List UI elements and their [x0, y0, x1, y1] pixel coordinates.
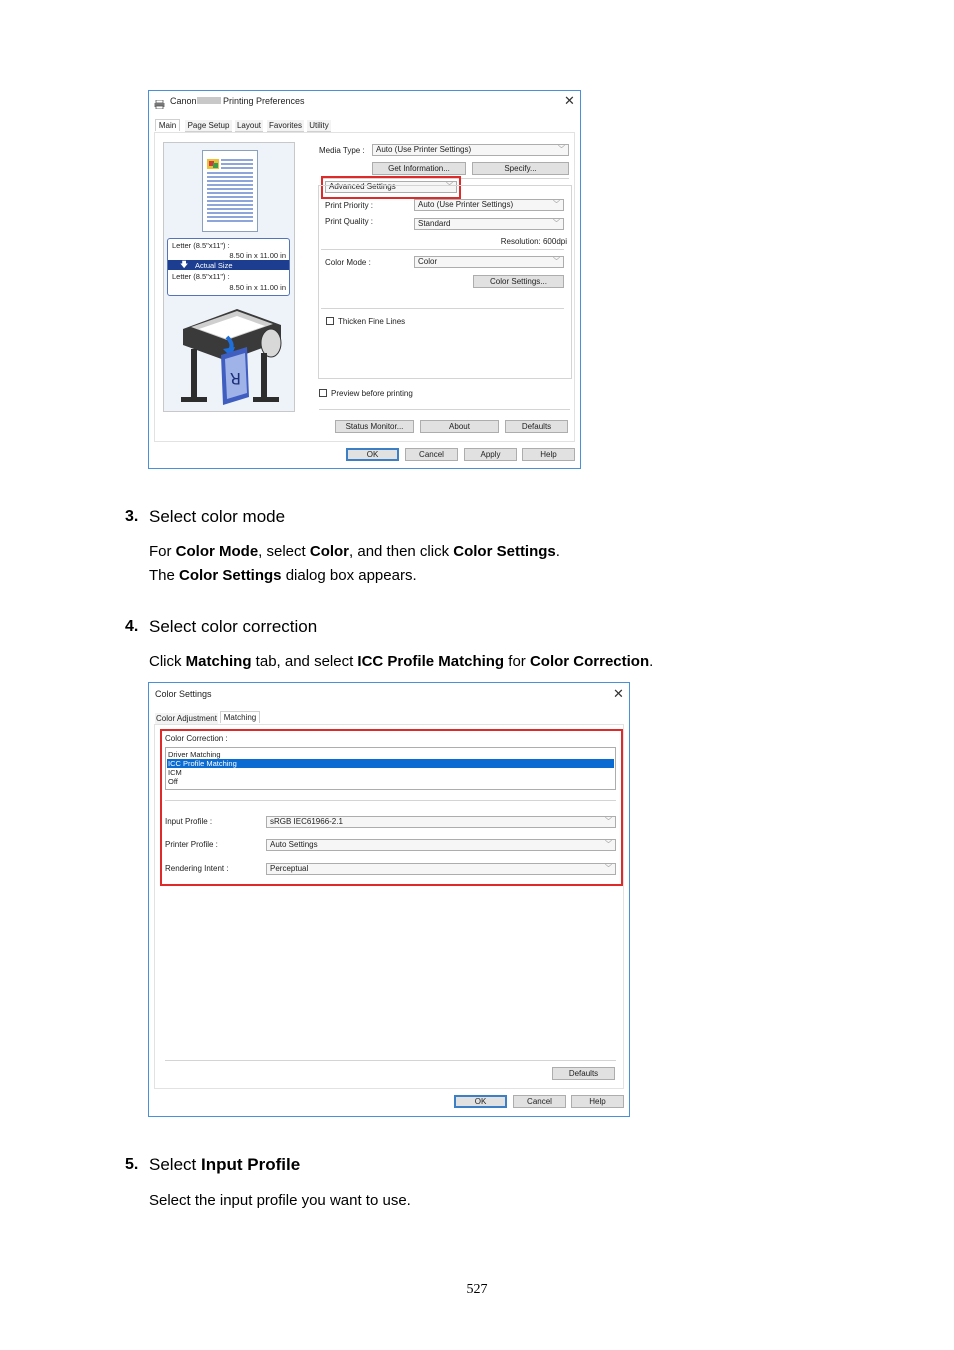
color-mode-select[interactable]: [414, 256, 564, 268]
divider: [319, 409, 570, 410]
color-settings-button[interactable]: Color Settings...: [473, 275, 564, 288]
text: for: [504, 653, 530, 670]
dialog-title-prefix: Canon: [170, 96, 197, 106]
input-profile-label: Input Profile :: [165, 817, 213, 826]
text: dialog box appears.: [281, 567, 417, 584]
list-item[interactable]: Off: [168, 777, 178, 786]
step-3-line-1: [149, 543, 560, 560]
text-bold: Color Settings: [179, 567, 282, 584]
rendering-intent-label: Rendering Intent :: [165, 864, 229, 873]
paper-size-info: [167, 238, 290, 296]
step-4-line-1: [149, 653, 653, 670]
tab-layout[interactable]: Layout: [236, 121, 262, 130]
text: .: [649, 653, 654, 670]
printer-icon: [154, 96, 165, 105]
matching-tab-panel: [154, 724, 624, 1089]
text-bold: ICC Profile Matching: [357, 653, 505, 670]
print-quality-select[interactable]: [414, 218, 564, 230]
list-item-selected[interactable]: ICC Profile Matching: [167, 759, 614, 768]
input-profile-value: sRGB IEC61966-2.1: [270, 817, 343, 826]
actual-size-label: Actual Size: [195, 261, 233, 270]
step-3-title: Select color mode: [149, 507, 286, 526]
step-5-number: 5.: [125, 1156, 139, 1173]
text-bold: Color Mode: [175, 543, 259, 560]
list-item[interactable]: Driver Matching: [168, 750, 221, 759]
dialog-title: Color Settings: [155, 689, 212, 699]
thicken-fine-lines-checkbox[interactable]: [326, 317, 334, 325]
tab-color-adjustment[interactable]: Color Adjustment: [156, 714, 217, 723]
size-line-3: Letter (8.5"x11") :: [172, 272, 230, 281]
divider: [321, 249, 564, 250]
color-correction-label: Color Correction :: [165, 734, 228, 743]
chevron-down-icon: ﹀: [558, 146, 565, 153]
printing-preferences-dialog: [148, 90, 581, 469]
resolution-text: Resolution: 600dpi: [500, 237, 567, 246]
printer-illustration: [177, 297, 289, 409]
size-line-2: 8.50 in x 11.00 in: [229, 251, 286, 260]
color-mode-value: Color: [418, 257, 438, 266]
rendering-intent-value: Perceptual: [270, 864, 309, 873]
chevron-down-icon: ﹀: [553, 258, 560, 265]
list-item[interactable]: ICM: [168, 768, 182, 777]
divider: [321, 308, 564, 309]
help-button[interactable]: Help: [522, 448, 575, 461]
redacted-model-name: [197, 97, 221, 104]
svg-text:R: R: [229, 369, 241, 388]
print-priority-select[interactable]: [414, 199, 564, 211]
divider: [165, 1060, 616, 1061]
chevron-down-icon: ﹀: [553, 201, 560, 208]
print-quality-label: Print Quality :: [325, 217, 374, 226]
step-5-line-1: Select the input profile you want to use.: [149, 1192, 411, 1209]
text-bold: Color Settings: [453, 543, 556, 560]
chevron-down-icon: ﹀: [605, 818, 612, 825]
text: Select: [149, 1155, 201, 1174]
text-bold: Color Correction: [529, 653, 650, 670]
specify-button[interactable]: Specify...: [472, 162, 569, 175]
about-button[interactable]: About: [420, 420, 499, 433]
get-information-button[interactable]: Get Information...: [372, 162, 466, 175]
chevron-down-icon: ﹀: [605, 865, 612, 872]
ok-button[interactable]: OK: [346, 448, 399, 461]
step-3-number: 3.: [125, 508, 139, 525]
printer-profile-value: Auto Settings: [270, 840, 318, 849]
step-3-line-2: [149, 567, 417, 584]
actual-size-bar: [168, 260, 289, 270]
step-4-number: 4.: [125, 618, 139, 635]
chevron-down-icon: ﹀: [553, 220, 560, 227]
dialog-title-suffix: Printing Preferences: [223, 96, 305, 106]
preview-before-printing-checkbox[interactable]: [319, 389, 327, 397]
thicken-fine-lines-label: Thicken Fine Lines: [338, 317, 406, 326]
size-line-4: 8.50 in x 11.00 in: [229, 283, 286, 292]
print-priority-value: Auto (Use Printer Settings): [418, 200, 514, 209]
page-preview-image: [202, 150, 258, 232]
tab-main[interactable]: Main: [155, 119, 180, 131]
down-arrow-icon: 🡇: [180, 260, 189, 269]
close-icon[interactable]: ✕: [564, 93, 575, 108]
ok-button[interactable]: OK: [454, 1095, 507, 1108]
media-type-select[interactable]: [372, 144, 569, 156]
tab-page-setup[interactable]: Page Setup: [185, 120, 232, 132]
tab-utility[interactable]: Utility: [307, 120, 331, 132]
text: The: [149, 567, 180, 584]
text: Click: [149, 653, 186, 670]
apply-button[interactable]: Apply: [464, 448, 517, 461]
text: , select: [258, 543, 310, 560]
media-type-value: Auto (Use Printer Settings): [376, 145, 472, 154]
main-tab-panel: [154, 132, 575, 442]
step-5-title: [149, 1155, 300, 1175]
cancel-button[interactable]: Cancel: [405, 448, 458, 461]
help-button[interactable]: Help: [571, 1095, 624, 1108]
chevron-down-icon: ﹀: [605, 841, 612, 848]
text: tab, and select: [251, 653, 358, 670]
printer-profile-label: Printer Profile :: [165, 840, 218, 849]
close-icon[interactable]: ✕: [613, 686, 624, 701]
preview-before-printing-label: Preview before printing: [331, 389, 413, 398]
page-number: 527: [466, 1282, 488, 1297]
advanced-settings-value: Advanced Settings: [329, 182, 396, 191]
color-settings-dialog: [148, 682, 630, 1117]
text: .: [555, 543, 560, 560]
highlight-box: [160, 729, 623, 886]
print-priority-label: Print Priority :: [325, 201, 374, 210]
text: , and then click: [349, 543, 454, 560]
cancel-button[interactable]: Cancel: [513, 1095, 566, 1108]
tab-matching[interactable]: Matching: [220, 711, 260, 723]
defaults-button[interactable]: Defaults: [552, 1067, 615, 1080]
step-4-title: Select color correction: [149, 617, 318, 636]
color-mode-label: Color Mode :: [325, 258, 371, 267]
size-line-1: Letter (8.5"x11") :: [172, 241, 230, 250]
tab-favorites[interactable]: Favorites: [267, 120, 304, 132]
text-bold: Input Profile: [200, 1155, 301, 1174]
chevron-down-icon: ﹀: [446, 183, 453, 190]
status-monitor-button[interactable]: Status Monitor...: [335, 420, 414, 433]
media-type-label: Media Type :: [319, 146, 365, 155]
text: For: [149, 543, 176, 560]
text-bold: Color: [309, 543, 350, 560]
print-quality-value: Standard: [418, 219, 451, 228]
defaults-button[interactable]: Defaults: [505, 420, 568, 433]
text-bold: Matching: [185, 653, 252, 670]
